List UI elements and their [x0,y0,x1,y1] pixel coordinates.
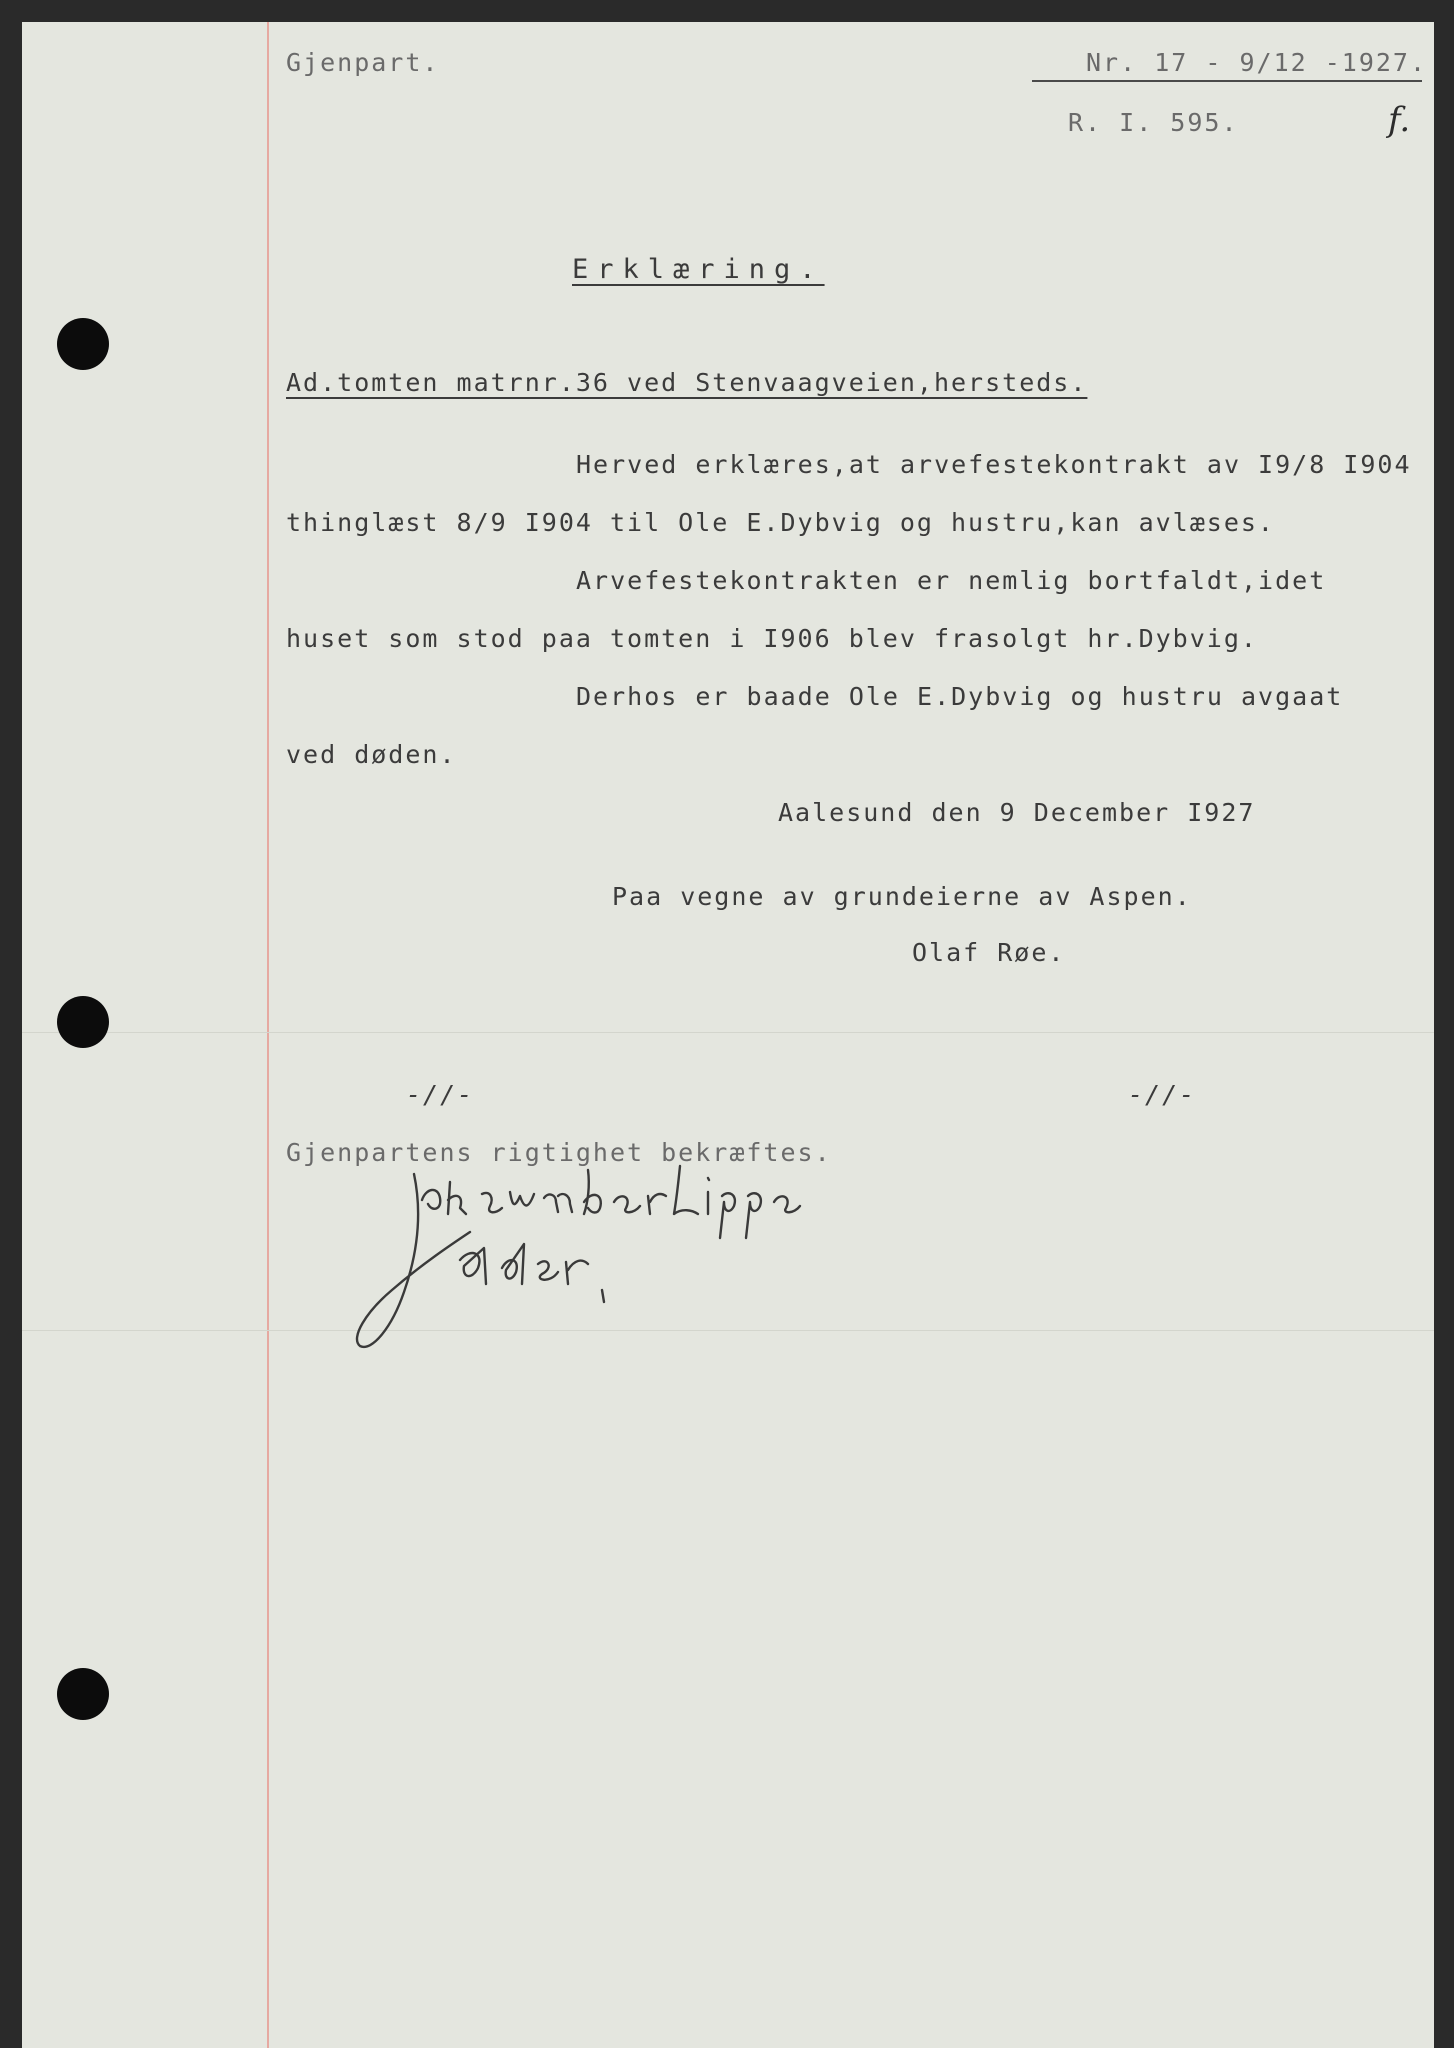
punch-hole [57,318,109,370]
document-title: Erklæring. [572,254,825,285]
punch-hole [57,996,109,1048]
body-line: Arvefestekontrakten er nemlig bortfaldt,idet [576,566,1327,595]
certification-text: Gjenpartens rigtighet bekræftes. [286,1138,832,1167]
mark-left: -//- [406,1080,475,1109]
margin-line [267,22,269,2048]
initial-mark: f. [1388,100,1411,140]
handwritten-signature [352,1152,912,1372]
mark-right: -//- [1128,1080,1197,1109]
body-line: Derhos er baade Ole E.Dybvig og hustru avgaat [576,682,1344,711]
body-line: ved døden. [286,740,457,769]
fold-line [22,1032,1434,1033]
document-page [22,22,1434,2048]
body-line: Herved erklæres,at arvefestekontrakt av I9/8 I904 [576,450,1412,479]
register-ref: R. I. 595. [1068,108,1239,137]
on-behalf-line: Paa vegne av grundeierne av Aspen. [612,882,1192,911]
document-subject: Ad.tomten matrnr.36 ved Stenvaagveien,hersteds. [286,368,1088,397]
reference-number: Nr. 17 - 9/12 -1927. [1086,48,1428,77]
place-date: Aalesund den 9 December I927 [778,798,1256,827]
body-line: huset som stod paa tomten i I906 blev frasolgt hr.Dybvig. [286,624,1258,653]
body-line: thinglæst 8/9 I904 til Ole E.Dybvig og hustru,kan avlæses. [286,508,1275,537]
signer-name: Olaf Røe. [912,938,1066,967]
copy-label: Gjenpart. [286,48,440,77]
header-rule [1032,80,1422,82]
punch-hole [57,1668,109,1720]
